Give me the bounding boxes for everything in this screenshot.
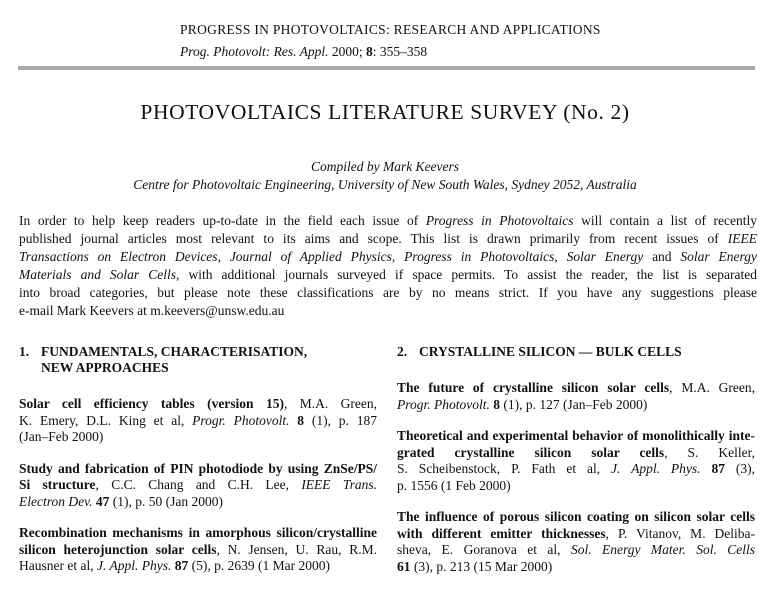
intro-line: In order to help keep readers up-to-date in the field each issue of Progress in Photovoltaics will contain a list of recently bbox=[19, 213, 758, 228]
intro-line: Transactions on Electron Devices, Journal of Applied Physics, Progress in Photovoltaics, Solar Energy and Solar Energy bbox=[19, 249, 758, 264]
journal-citation bbox=[180, 44, 427, 60]
journal-name: PROGRESS IN PHOTOVOLTAICS: RESEARCH AND APPLICATIONS bbox=[180, 22, 601, 37]
intro-line: into broad categories, but please note these classifications are by no means strict. If you have any suggestions please bbox=[19, 285, 757, 300]
article-title: PHOTOVOLTAICS LITERATURE SURVEY (No. 2) bbox=[140, 100, 630, 124]
section-heading: 1. FUNDAMENTALS, CHARACTERISATION, NEW APPROACHES bbox=[19, 344, 308, 375]
citation-journal: Prog. Photovolt: Res. Appl. bbox=[180, 44, 329, 59]
section-fundamentals bbox=[19, 344, 377, 590]
intro-line: Materials and Solar Cells, with additional journals surveyed if space permits. To assist the reader, the list is separated bbox=[19, 267, 757, 282]
citation-year: 2000; bbox=[331, 44, 363, 59]
compiled-by: Compiled by Mark Keevers bbox=[310, 159, 460, 174]
section-heading: 2. CRYSTALLINE SILICON — BULK CELLS bbox=[397, 344, 682, 359]
reference-entry: Theoretical and experimental behavior of monolithically inte- grated crystalline silicon solar cells, S. Keller, S. Scheibenstock, P. Fath et al, J. Appl. Phys. 87 (3), p. 1556 (1 Feb 2000) bbox=[397, 428, 755, 493]
reference-entry: The influence of porous silicon coating on silicon solar cells with different emitter thicknesses, P. Vitanov, M. Deliba- sheva, E. Goranova et al, Sol. Energy Mater. Sol. Cells 61 (3), p. 213 (15 Mar 2000) bbox=[397, 509, 756, 574]
intro-line: published journal articles most relevant to its aims and scope. This list is drawn primarily from recent issues of IEEE bbox=[19, 231, 757, 246]
intro-line: e-mail Mark Keevers at m.keevers@unsw.edu.au bbox=[19, 303, 285, 318]
reference-entry: The future of crystalline silicon solar cells, M.A. Green, Progr. Photovolt. 8 (1), p. 127 (Jan–Feb 2000) bbox=[397, 380, 756, 412]
reference-entry: Solar cell efficiency tables (version 15), M.A. Green, K. Emery, D.L. King et al, Progr. Photovolt. 8 (1), p. 187 (Jan–Feb 2000) bbox=[19, 396, 378, 444]
citation-volume: 8 bbox=[366, 44, 373, 59]
header-divider bbox=[18, 66, 755, 70]
affiliation: Centre for Photovoltaic Engineering, University of New South Wales, Sydney 2052, Australia bbox=[133, 177, 637, 192]
reference-entry: Study and fabrication of PIN photodiode by using ZnSe/PS/ Si structure, C.C. Chang and C.H. Lee, IEEE Trans. Electron Dev. 47 (1), p. 50 (Jan 2000) bbox=[19, 460, 377, 509]
intro-paragraph bbox=[19, 212, 757, 320]
citation-pages: : 355–358 bbox=[372, 44, 428, 59]
reference-entry: Recombination mechanisms in amorphous silicon/crystalline silicon heterojunction solar cells, N. Jensen, U. Rau, R.M. Hausner et al, J. Appl. Phys. 87 (5), p. 2639 (1 Mar 2000) bbox=[19, 525, 377, 573]
section-crystalline-silicon bbox=[397, 344, 755, 590]
